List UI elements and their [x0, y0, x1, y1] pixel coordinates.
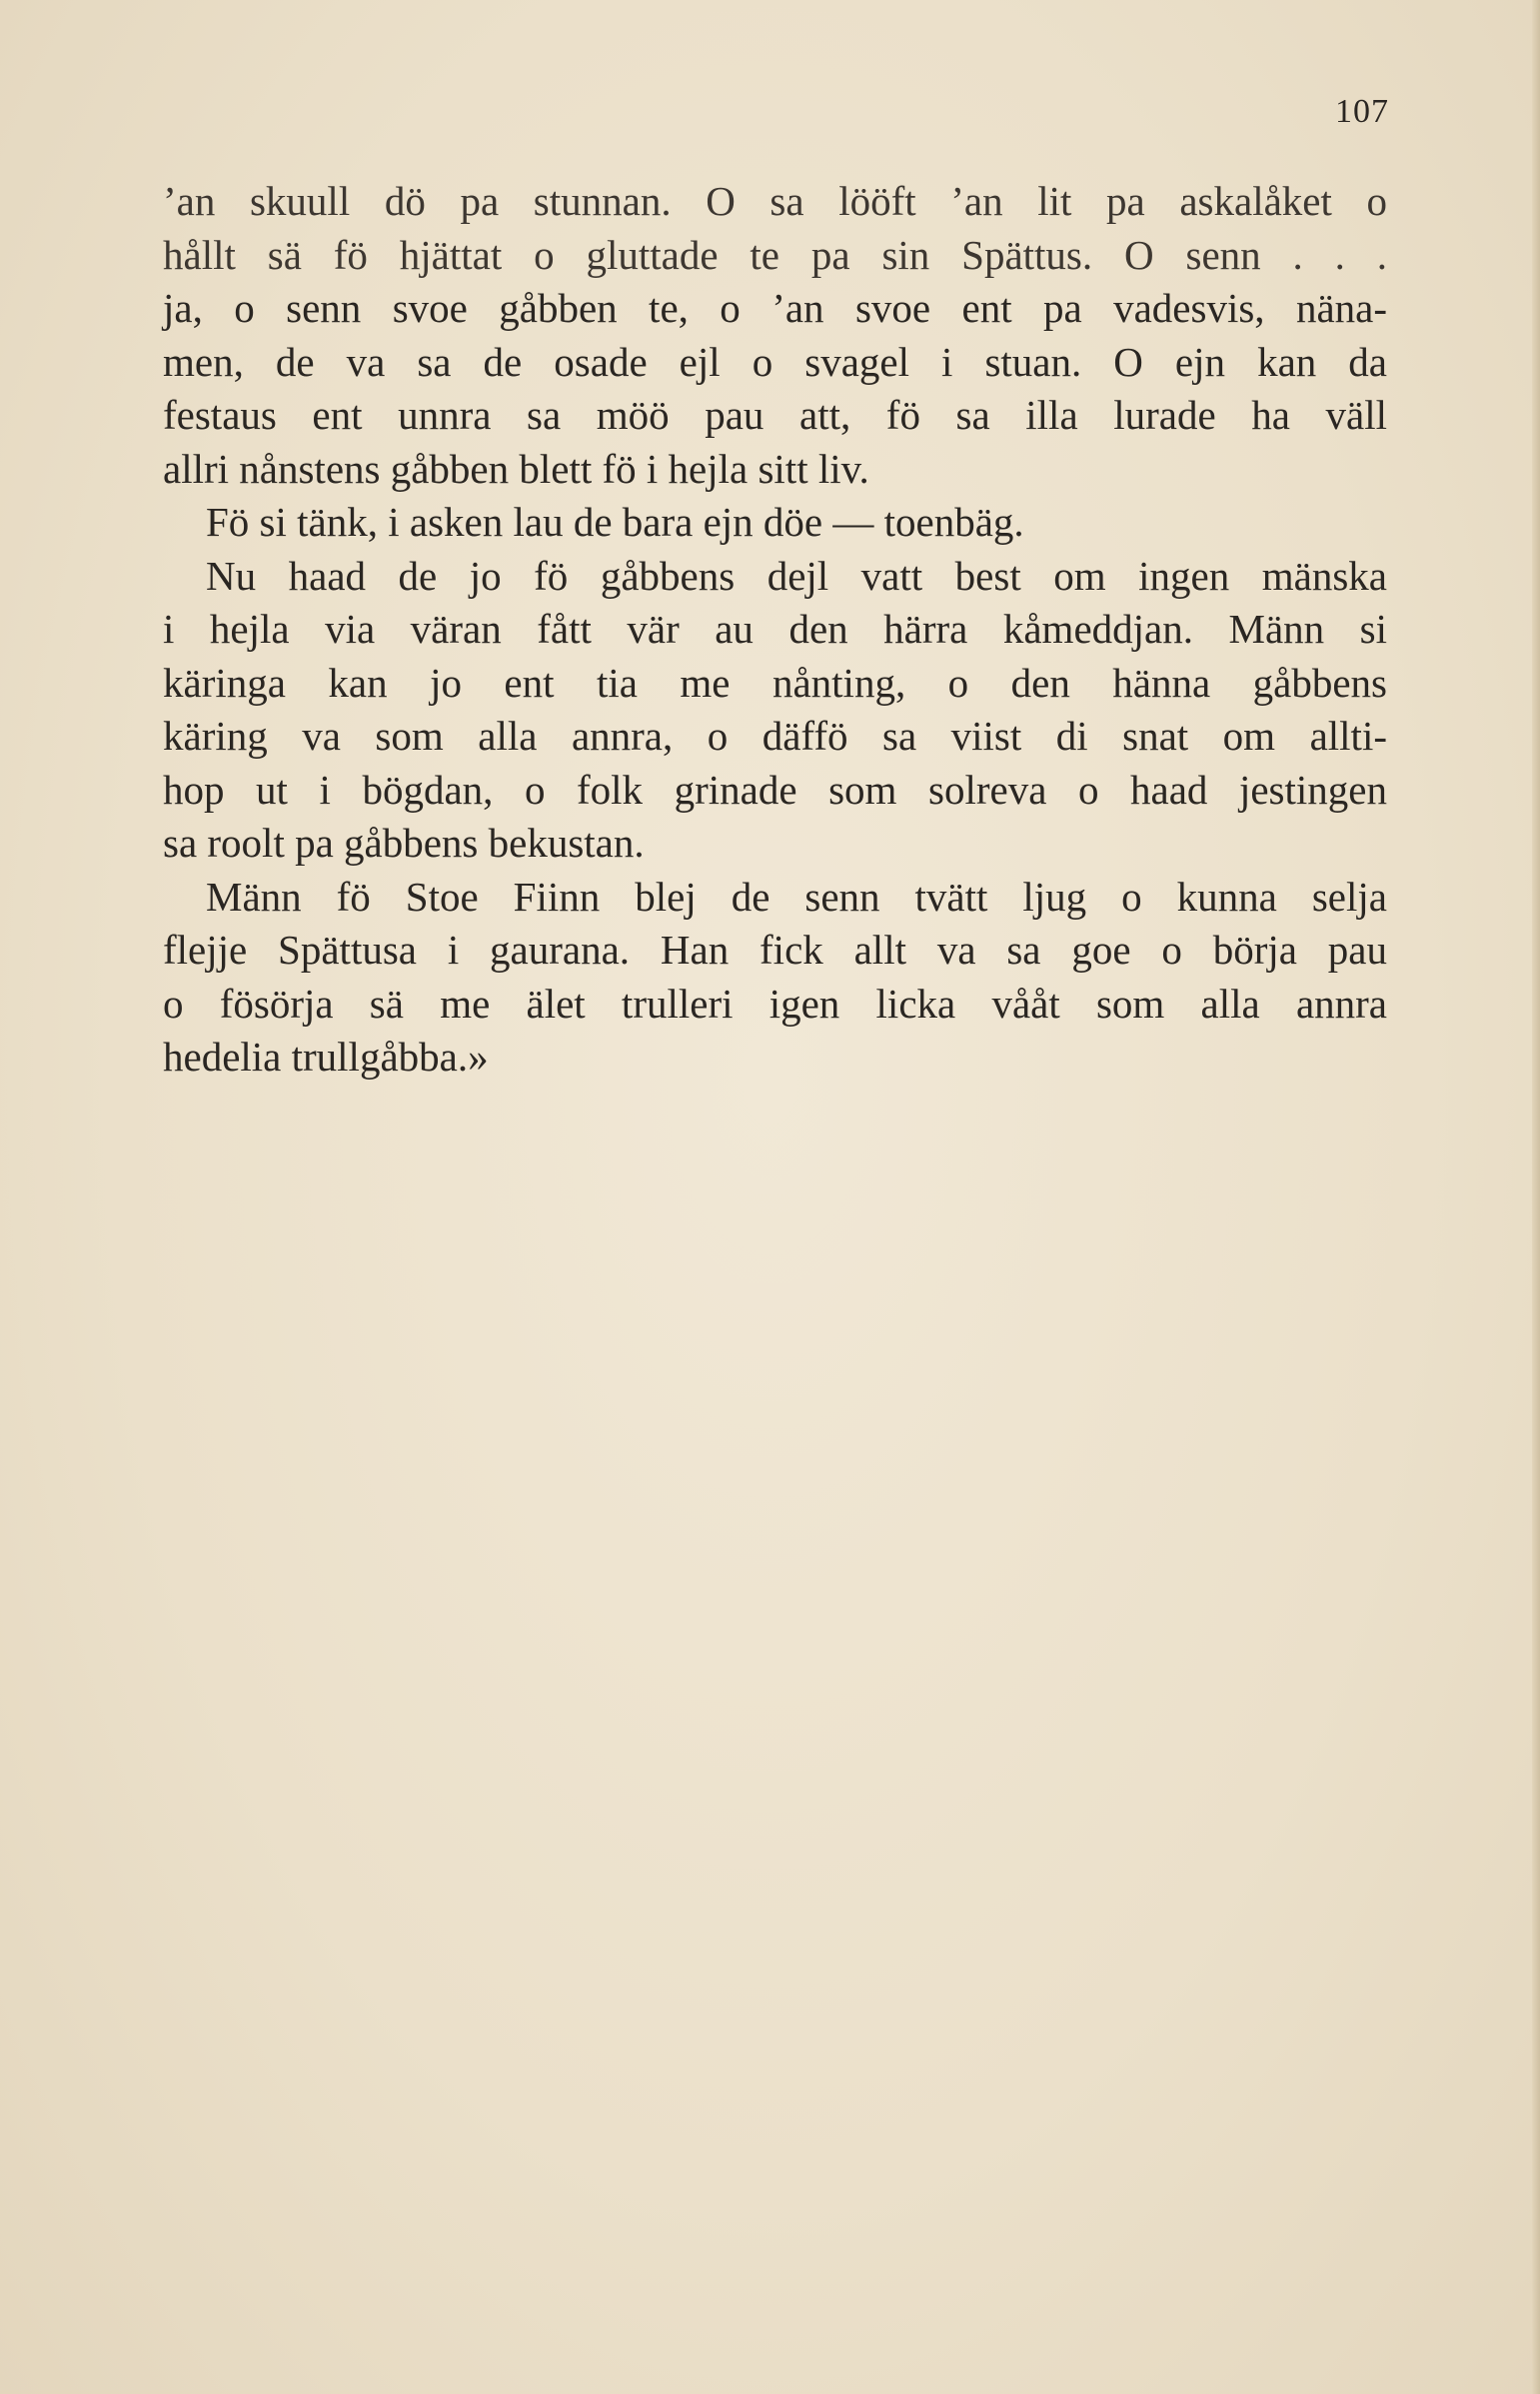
text-line: Fö si tänk, i asken lau de bara ejn döe — toenbäg.: [206, 499, 1024, 545]
text-line: hedelia trullgåbba.»: [163, 1034, 489, 1080]
text-line: flejje Spättusa i gaurana. Han fick allt va sa goe o börja pau: [163, 927, 1387, 973]
text-line: allri nånstens gåbben blett fö i hejla sitt liv.: [163, 445, 869, 492]
text-line: hop ut i bögdan, o folk grinade som solreva o haad jestingen: [163, 766, 1387, 813]
text-line: o fösörja sä me älet trulleri igen licka vååt som alla annra: [163, 980, 1387, 1027]
text-line: käringa kan jo ent tia me nånting, o den hänna gåbbens: [163, 659, 1387, 706]
body-text: [163, 175, 1387, 1085]
text-line: ja, o senn svoe gåbben te, o ’an svoe ent pa vadesvis, näna-: [163, 285, 1387, 331]
text-line: sa roolt pa gåbbens bekustan.: [163, 820, 645, 866]
text-line: i hejla via väran fått vär au den härra kåmeddjan. Männ si: [163, 606, 1387, 652]
page-edge: [1532, 0, 1540, 2394]
text-line: ’an skuull dö pa stunnan. O sa lööft ’an lit pa askalåket o: [163, 178, 1387, 224]
text-line: Männ fö Stoe Fiinn blej de senn tvätt ljug o kunna selja: [206, 873, 1387, 920]
page-number: 107: [1335, 93, 1389, 130]
text-line: men, de va sa de osade ejl o svagel i stuan. O ejn kan da: [163, 338, 1387, 385]
text-line: hållt sä fö hjättat o gluttade te pa sin Spättus. O senn . . .: [163, 231, 1387, 278]
text-line: Nu haad de jo fö gåbbens dejl vatt best om ingen mänska: [206, 552, 1387, 599]
text-line: käring va som alla annra, o däffö sa viist di snat om allti-: [163, 713, 1387, 759]
text-line: festaus ent unnra sa möö pau att, fö sa illa lurade ha väll: [163, 392, 1387, 438]
